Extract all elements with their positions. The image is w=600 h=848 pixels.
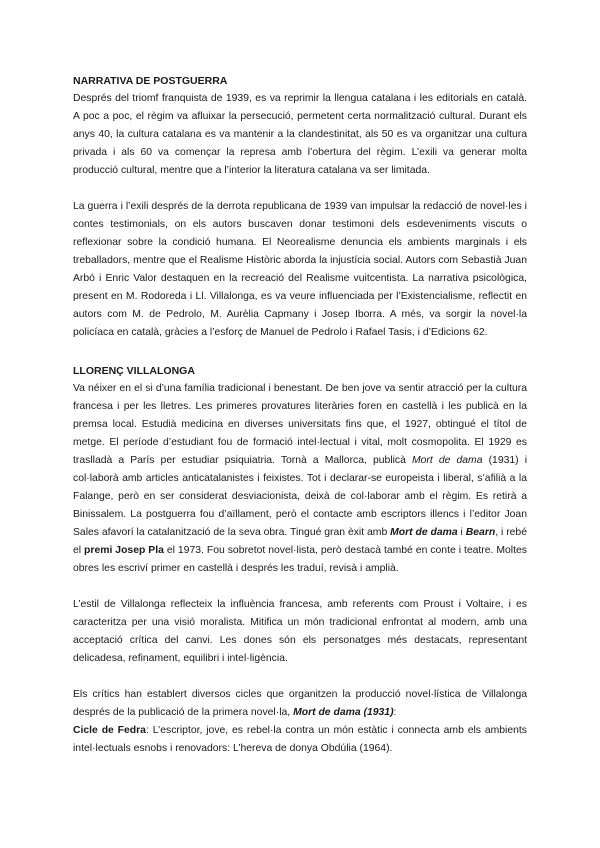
work-title: Bearn	[465, 527, 496, 538]
paragraph-spacer	[73, 668, 527, 686]
section-heading-postwar-narrative: NARRATIVA DE POSTGUERRA	[73, 75, 228, 87]
cycle-label: Cicle de Fedra	[73, 725, 146, 736]
bio-text: i	[457, 527, 466, 538]
cycles-intro: Els crítics han establert diversos cicles que organitzen la producció novel·lística de Villalonga després de la publicació de la primera novel·la,	[73, 689, 527, 718]
paragraph-spacer	[73, 578, 527, 596]
section-heading-villalonga: LLORENÇ VILLALONGA	[73, 365, 195, 377]
bio-text: el 1973. Fou sobretot novel·lista, però destacà també en conte i teatre. Moltes obres les escriví primer en castellà i després les traduí, revisà i amplià.	[73, 545, 527, 574]
bio-text: Va néixer en el si d’una família tradicional i benestant. De ben jove va sentir atracció per la cultura francesa i per les lletres. Les primeres provatures literàries foren en castellà i les publicà en la premsa local. Estudià medicina en diverses universitats fins que, el 1927, obtingué el títol de metge. El període d’estudiant fou de formació intel·lectual i vital, molt cosmopolita. El 1929 es traslladà a París per estudiar psiquiatria. Tornà a Mallorca, publicà	[73, 383, 527, 466]
bio-text: (1931) i col·laborà amb articles anticatalanistes i feixistes. Tot i declarar-se europeista i liberal, s’afilià a la Falange, però en ser considerat desviacionista, deixà de col·laborar amb el règim. Es retirà a Binissalem. La postguerra fou d’aïllament, però el contacte amb escriptors illencs i l’editor Joan Sales afavorí la catalanització de la seva obra. Tingué gran èxit amb	[73, 455, 528, 538]
paragraph-postwar-context: Després del triomf franquista de 1939, es va reprimir la llengua catalana i les editorials en català. A poc a poc, el règim va afluixar la persecució, permetent certa normalització cultural. Durant els anys 40, la cultura catalana es va mantenir a la clandestinitat, als 50 es va organitzar una cultura privada i als 60 va començar la represa amb l’obertura del règim. L’exili va generar molta producció cultural, mentre que a l’interior la literatura catalana va ser limitada.	[73, 93, 527, 176]
cycle-text: : L’escriptor, jove, es rebel·la contra un món estàtic i connecta amb els ambients intel·lectuals esnobs i renovadors: L’hereva de donya Obdúlia (1964).	[73, 725, 527, 754]
work-title: Mort de dama	[412, 455, 483, 466]
work-title: Mort de dama	[390, 527, 458, 538]
bio-text: , i rebé el	[73, 527, 527, 556]
cycles-intro-end: :	[393, 707, 397, 718]
work-title: Mort de dama (1931)	[293, 707, 394, 718]
paragraph-spacer	[73, 180, 527, 198]
section-spacer	[73, 342, 527, 362]
paragraph-villalonga-style: L’estil de Villalonga reflecteix la influència francesa, amb referents com Proust i Voltaire, i es caracteritza per una visió moralista. Mitifica un món tradicional enfrontat al modern, amb una acceptació crítica del canvi. Les dones són els personatges més destacats, representant delicadesa, refinament, equilibri i intel·ligència.	[73, 599, 527, 664]
prize-name: premi Josep Pla	[84, 545, 164, 556]
paragraph-villalonga-cycles	[73, 686, 527, 758]
paragraph-postwar-narrative: La guerra i l’exili després de la derrota republicana de 1939 van impulsar la redacció de novel·les i contes testimonials, on els autors buscaven donar testimoni dels esdeveniments viscuts o reflexionar sobre la condició humana. El Neorealisme denuncia els ambients marginals i els treballadors, mentre que el Realisme Històric aborda la injustícia social. Autors com Sebastià Juan Arbó i Enric Valor destaquen en la recreació del Realisme vuitcentista. La narrativa psicològica, present en M. Rodoreda i Ll. Villalonga, es va veure influenciada per l’Existencialisme, reflectit en autors com M. de Pedrolo, M. Aurèlia Capmany i Josep Iborra. A més, va sorgir la novel·la policíaca en català, gràcies a l’esforç de Manuel de Pedrolo i Rafael Tasis, i d’Edicions 62.	[73, 201, 527, 338]
paragraph-villalonga-biography	[73, 380, 527, 578]
